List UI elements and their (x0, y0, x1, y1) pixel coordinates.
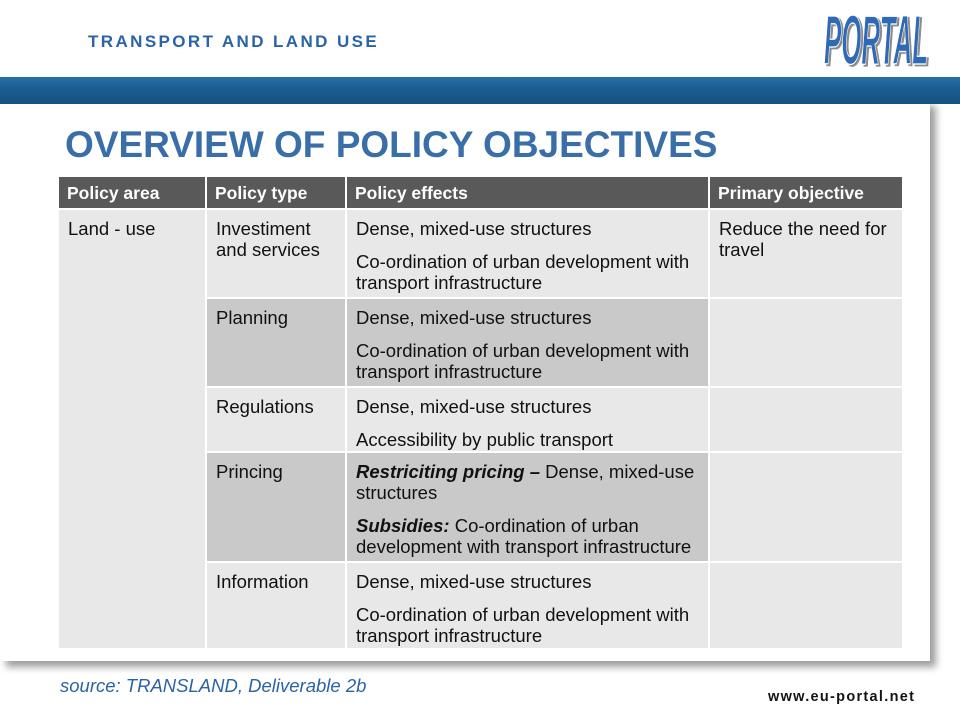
slide-title: OVERVIEW OF POLICY OBJECTIVES (65, 124, 718, 165)
primary-objective-cell (709, 387, 903, 452)
policy-type-cell: Princing (206, 452, 346, 562)
policy-effect (356, 461, 703, 503)
portal-logo (820, 1, 936, 80)
table-header-row (58, 176, 903, 209)
policy-effect-text: Co-ordination of urban development with transport infrastructure (356, 515, 692, 557)
policy-effect: Co-ordination of urban development with transport infrastructure (356, 251, 690, 293)
primary-objective-cell (709, 562, 903, 649)
policy-effect: Dense, mixed-use structures (356, 307, 592, 328)
column-header-policy-area: Policy area (58, 176, 206, 209)
policy-type-cell: Planning (206, 298, 346, 387)
header-band (0, 77, 960, 104)
policy-type-cell: Information (206, 562, 346, 649)
source-note: source: TRANSLAND, Deliverable 2b (60, 675, 367, 696)
policy-effect-emphasis: Subsidies: (356, 515, 450, 536)
policy-effects-cell (346, 452, 709, 562)
primary-objective-cell (709, 298, 903, 387)
policy-effect-emphasis: Restriciting pricing – (356, 461, 541, 482)
primary-objective-cell: Reduce the need for travel (709, 209, 903, 298)
policy-effect: Co-ordination of urban development with transport infrastructure (356, 340, 690, 382)
policy-type-cell: Regulations (206, 387, 346, 452)
policy-effects-cell (346, 562, 709, 649)
primary-objective-cell (709, 452, 903, 562)
policy-area-cell: Land - use (58, 209, 206, 649)
policy-effects-cell (346, 298, 709, 387)
policy-effects-cell (346, 209, 709, 298)
policy-effect: Dense, mixed-use structures (356, 396, 592, 417)
policy-effect: Co-ordination of urban development with transport infrastructure (356, 604, 690, 646)
section-title: TRANSPORT AND LAND USE (88, 32, 380, 51)
website-url: www.eu-portal.net (768, 689, 916, 705)
logo-wordmark: PORTAL (824, 1, 928, 80)
column-header-primary-objective: Primary objective (709, 176, 903, 209)
policy-effects-cell (346, 387, 709, 452)
policy-effect: Dense, mixed-use structures (356, 218, 592, 239)
policy-objectives-table (57, 175, 904, 650)
policy-effect: Accessibility by public transport (356, 429, 614, 450)
policy-effect (356, 515, 703, 557)
policy-type-cell: Investiment and services (206, 209, 346, 298)
column-header-policy-type: Policy type (206, 176, 346, 209)
policy-effect: Dense, mixed-use structures (356, 571, 592, 592)
policy-effect-text: Dense, mixed-use structures (356, 461, 695, 503)
column-header-policy-effects: Policy effects (346, 176, 709, 209)
table-row (58, 209, 903, 298)
